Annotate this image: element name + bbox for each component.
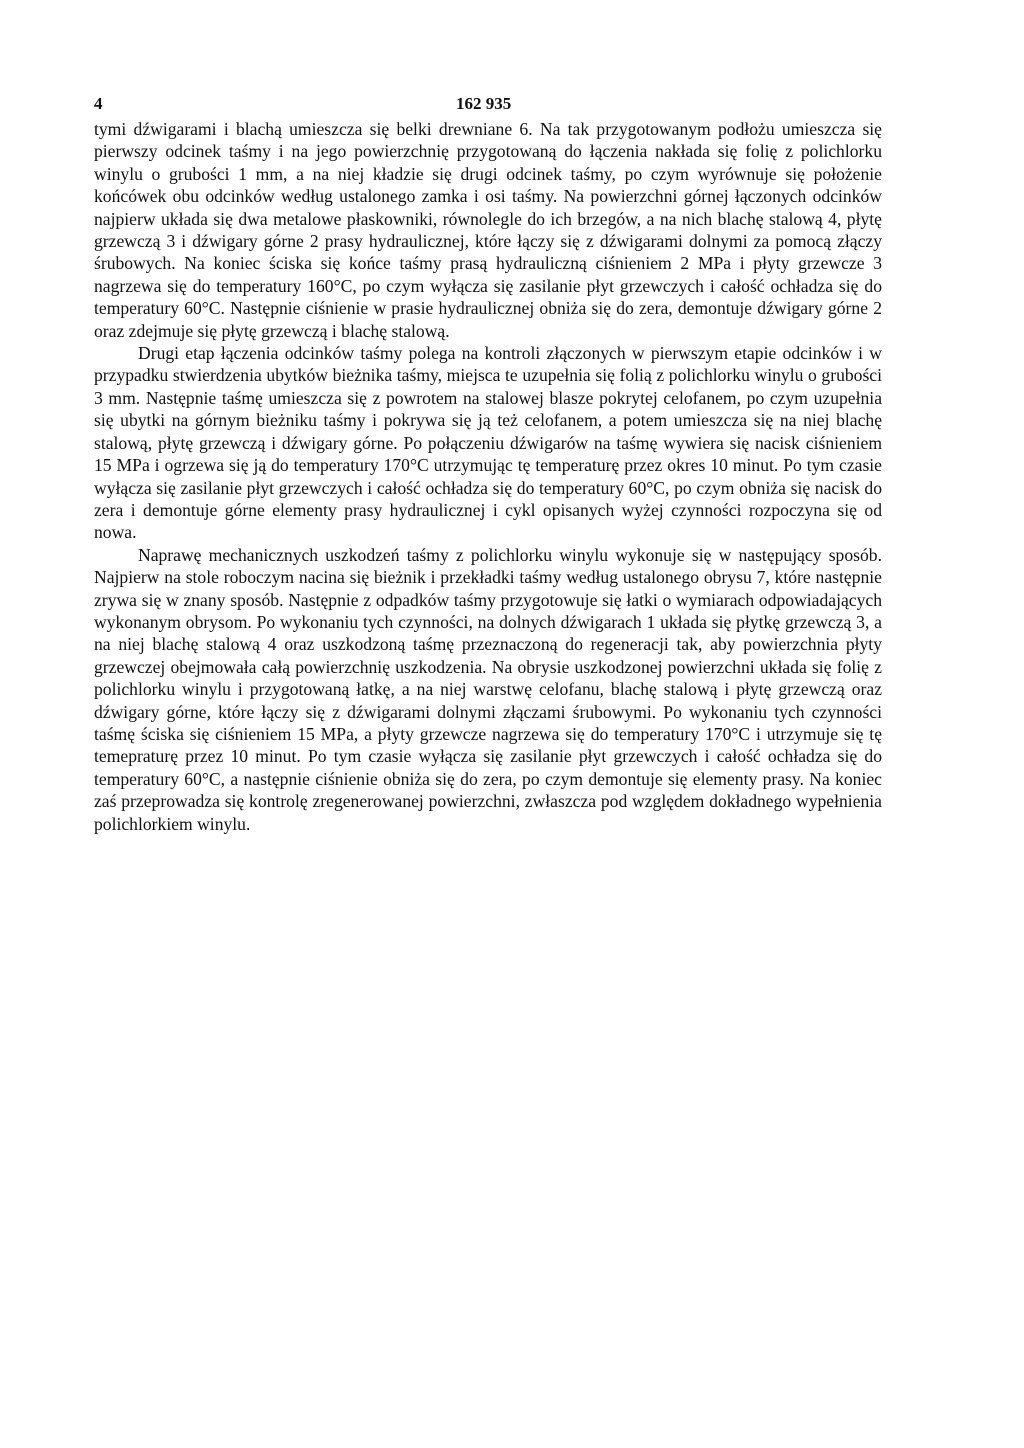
paragraph: Drugi etap łączenia odcinków taśmy polega na kontroli złączonych w pierwszym etapie odcinków i w przypadku stwierdzenia ubytków bieżnika taśmy, miejsca te uzupełnia się folią z polichlorku winylu o grubości 3 mm. Następnie taśmę umieszcza się z powrotem na stalowej blasze pokrytej celofanem, po czym uzupełnia się ubytki na górnym bieżniku taśmy i pokrywa się ją też celofanem, a potem umieszcza się na niej blachę stalową, płytę grzewczą i dźwigary górne. Po połączeniu dźwigarów na taśmę wywiera się nacisk ciśnieniem 15 MPa i ogrzewa się ją do temperatury 170°C utrzymując tę temperaturę przez okres 10 minut. Po tym czasie wyłącza się zasilanie płyt grzewczych i całość ochładza się do temperatury 60°C, po czym obniża się nacisk do zera i demontuje górne elementy prasy hydraulicznej i cykl opisanych wyżej czynności rozpoczyna się od nowa. — [94, 343, 882, 543]
page-header — [94, 94, 882, 116]
patent-number: 162 935 — [456, 94, 512, 113]
page-number: 4 — [94, 94, 103, 113]
body-text — [94, 118, 882, 835]
paragraph: Naprawę mechanicznych uszkodzeń taśmy z polichlorku winylu wykonuje się w następujący sposób. Najpierw na stole roboczym nacina się bieżnik i przekładki taśmy według ustalonego obrysu 7, które następnie zrywa się w znany sposób. Następnie z odpadków taśmy przygotowuje się łatki o wymiarach odpowiadających wykonanym obrysom. Po wykonaniu tych czynności, na dolnych dźwigarach 1 układa się płytkę grzewczą 3, a na niej blachę stalową 4 oraz uszkodzoną taśmę przeznaczoną do regeneracji tak, aby powierzchnia płyty grzewczej obejmowała całą powierzchnię uszkodzenia. Na obrysie uszkodzonej powierzchni układa się folię z polichlorku winylu i przygotowaną łatkę, a na niej warstwę celofanu, blachę stalową i płytę grzewczą oraz dźwigary górne, które łączy się z dźwigarami dolnymi złączami śrubowymi. Po wykonaniu tych czynności taśmę ściska się ciśnieniem 15 MPa, a płyty grzewcze nagrzewa się do temperatury 170°C i utrzymuje się tę temepraturę przez 10 minut. Po tym czasie wyłącza się zasilanie płyt grzewczych i całość ochładza się do temperatury 60°C, a następnie ciśnienie obniża się do zera, po czym demontuje się elementy prasy. Na koniec zaś przeprowadza się kontrolę zregenerowanej powierzchni, zwłaszcza pod względem dokładnego wypełnienia polichlorkiem winylu. — [94, 544, 882, 834]
paragraph: tymi dźwigarami i blachą umieszcza się belki drewniane 6. Na tak przygotowanym podłożu umieszcza się pierwszy odcinek taśmy i na jego powierzchnię przygotowaną do łączenia nakłada się folię z polichlorku winylu o grubości 1 mm, a na niej kładzie się drugi odcinek taśmy, po czym wyrównuje się położenie końcówek obu odcinków według ustalonego zamka i osi taśmy. Na powierzchni górnej łączonych odcinków najpierw układa się dwa metalowe płaskowniki, równolegle do ich brzegów, a na nich blachę stalową 4, płytę grzewczą 3 i dźwigary górne 2 prasy hydraulicznej, które łączy się z dźwigarami dolnymi za pomocą złączy śrubowych. Na koniec ściska się końce taśmy prasą hydrauliczną ciśnieniem 2 MPa i płyty grzewcze 3 nagrzewa się do temperatury 160°C, po czym wyłącza się zasilanie płyt grzewczych i całość ochładza się do temperatury 60°C. Następnie ciśnienie w prasie hydraulicznej obniża się do zera, demontuje dźwigary górne 2 oraz zdejmuje się płytę grzewczą i blachę stalową. — [94, 119, 882, 341]
